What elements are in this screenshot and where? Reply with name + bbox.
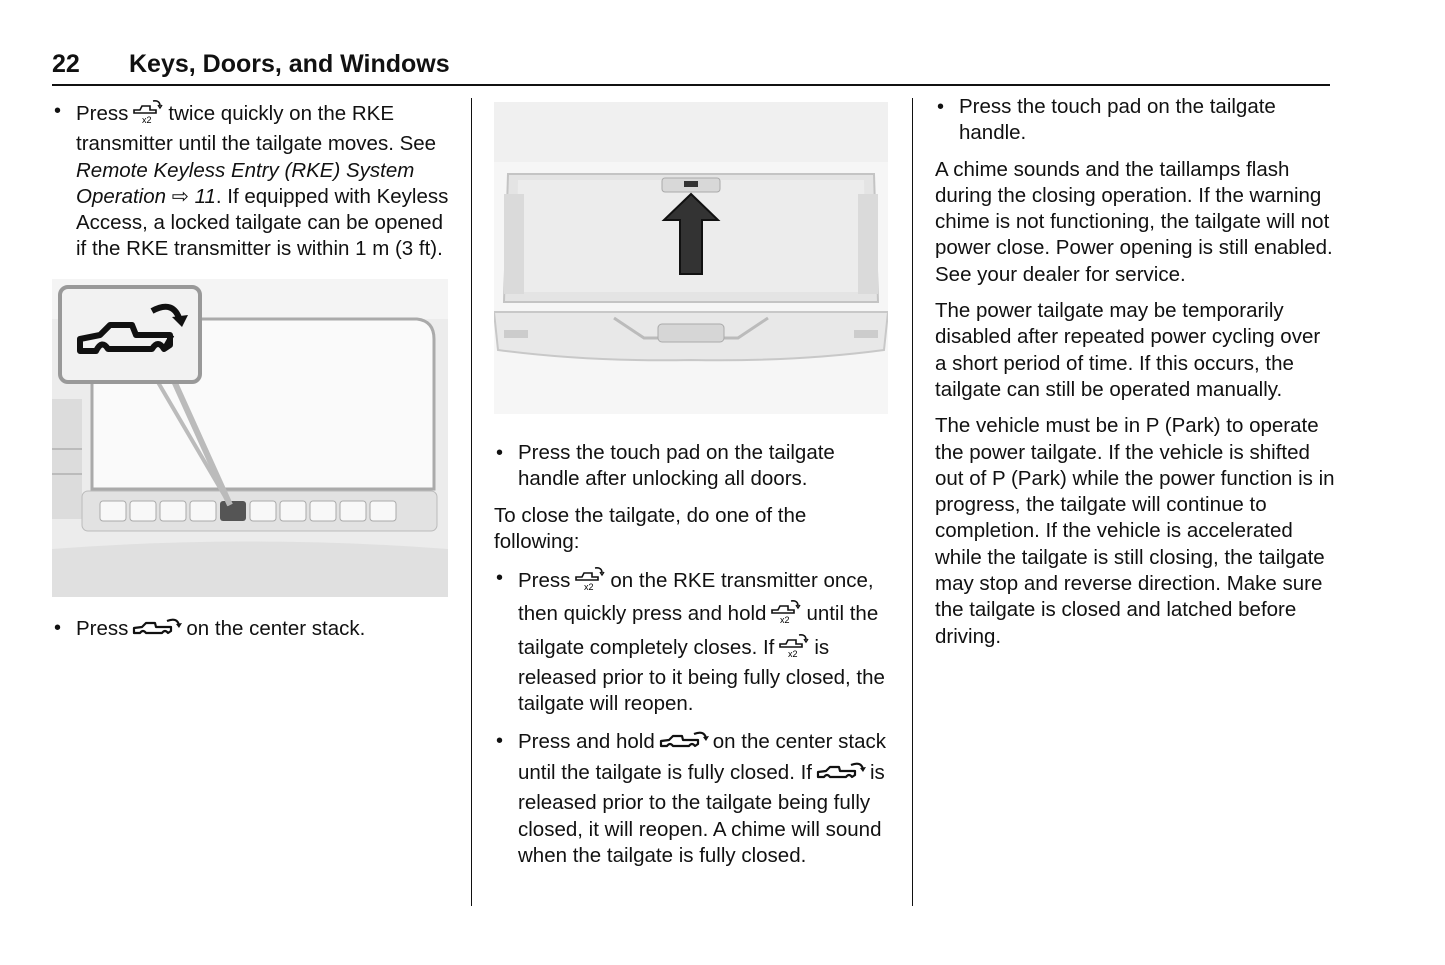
list-item: • Press the touch pad on the tailgate handle after unlocking all doors. <box>494 440 894 493</box>
power-tailgate-icon <box>131 615 183 646</box>
center-stack-figure <box>52 279 448 597</box>
tailgate-x2-icon <box>131 98 165 131</box>
page-header <box>52 48 1330 86</box>
tailgate-x2-icon <box>573 565 607 598</box>
column-1 <box>52 98 452 656</box>
power-tailgate-icon <box>815 759 867 790</box>
column-3 <box>935 94 1335 660</box>
cross-reference[interactable]: Remote Keyless Entry (RKE) System Operation <box>76 158 415 208</box>
list-item: • Press x2 on the RKE transmitter once, then quickly press and hold x2 until the tailgate completely closes. If x2 is released prior to it being fully closed, the tailgate will reopen. <box>494 565 894 717</box>
paragraph: To close the tailgate, do one of the following: <box>494 503 807 553</box>
list-item: • Press on the center stack. <box>52 615 452 646</box>
list-item: • Press the touch pad on the tailgate handle. <box>935 94 1335 147</box>
paragraph: A chime sounds and the taillamps flash during the closing operation. If the warning chime is not functioning, the tailgate will not power close. Power opening is still enabled. See your dealer for service. <box>935 157 1333 286</box>
tailgate-x2-icon <box>769 598 803 631</box>
svg-text:x2: x2 <box>788 648 798 658</box>
column-divider <box>912 98 913 906</box>
list-item: • Press and hold on the center stack until the tailgate is fully closed. If is released prior to the tailgate being fully closed, it will reopen. A chime will sound when the tailgate is fully closed. <box>494 728 894 869</box>
power-tailgate-icon <box>658 728 710 759</box>
column-2 <box>494 98 894 879</box>
svg-text:x2: x2 <box>584 582 594 592</box>
page-reference-arrow: ⇨ <box>171 184 189 208</box>
list-item: • Press x2 twice quickly on the RKE transmitter until the tailgate moves. See Remote Keyless Entry (RKE) System Operation ⇨ 11. If equipped with Keyless Access, a locked tailgate can be opened if the RKE transmitter is within 1 m (3 ft). <box>52 98 452 263</box>
tailgate-x2-icon <box>777 632 811 665</box>
section-title: Keys, Doors, and Windows <box>129 50 450 78</box>
tailgate-figure <box>494 102 888 414</box>
page-number: 22 <box>52 50 80 78</box>
svg-text:x2: x2 <box>780 615 790 625</box>
paragraph: The power tailgate may be temporarily disabled after repeated power cycling over a short period of time. If this occurs, the tailgate can still be operated manually. <box>935 299 1321 401</box>
paragraph: The vehicle must be in P (Park) to operate the power tailgate. If the vehicle is shifted out of P (Park) while the power function is in progress, the tailgate will continue to completion. If the vehicle is accelerated while the tailgate is still closing, the tailgate may stop and reverse direction. Make sure the tailgate is closed and latched before driving. <box>935 414 1335 648</box>
page-reference[interactable]: 11 <box>194 184 216 208</box>
column-divider <box>471 98 472 906</box>
svg-text:x2: x2 <box>142 115 152 124</box>
